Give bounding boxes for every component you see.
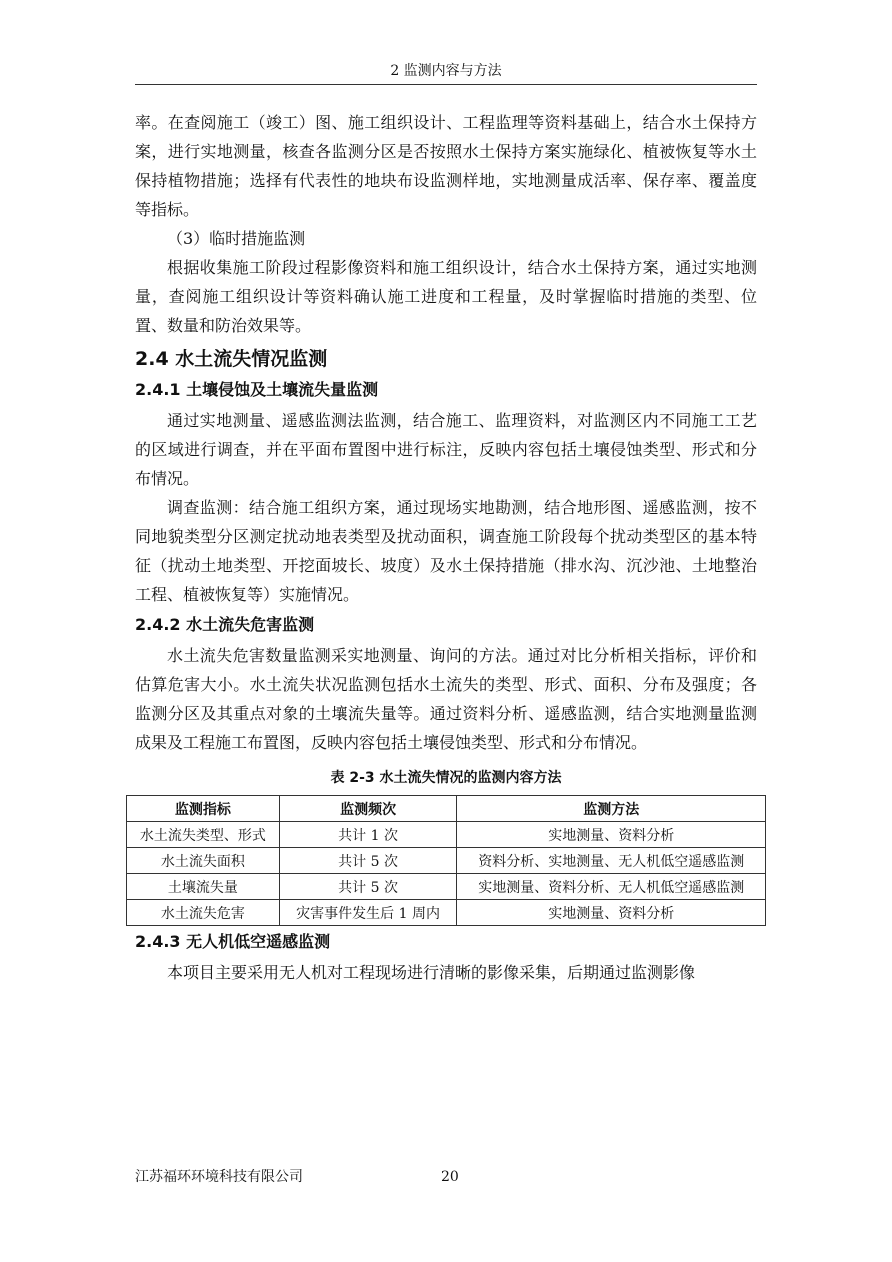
section-heading: 2.4 水土流失情况监测 — [135, 348, 328, 370]
table-cell: 灾害事件发生后 1 周内 — [279, 900, 457, 926]
paragraph: 本项目主要采用无人机对工程现场进行清晰的影像采集，后期通过监测影像 — [167, 963, 696, 982]
page-number: 20 — [441, 1169, 459, 1185]
table-row — [127, 874, 766, 900]
table-header-cell: 监测方法 — [457, 796, 766, 822]
paragraph: 调查监测：结合施工组织方案，通过现场实地勘测，结合地形图、遥感监测，按不同地貌类型分区测定扰动地表类型及扰动面积，调查施工阶段每个扰动类型区的基本特征（扰动土地类型、开挖面坡长、坡度）及水土保持措施（排水沟、沉沙池、土地整治工程、植被恢复等）实施情况。 — [135, 498, 757, 604]
table-cell: 共计 5 次 — [279, 848, 457, 874]
table-cell: 实地测量、资料分析 — [457, 822, 766, 848]
subsection-heading: 2.4.1 土壤侵蚀及土壤流失量监测 — [135, 380, 379, 399]
table-cell: 共计 1 次 — [279, 822, 457, 848]
table-header-cell: 监测指标 — [127, 796, 280, 822]
paragraph: 通过实地测量、遥感监测法监测，结合施工、监理资料，对监测区内不同施工工艺的区域进行调查，并在平面布置图中进行标注，反映内容包括土壤侵蚀类型、形式和分布情况。 — [135, 411, 757, 488]
subsection-heading: 2.4.3 无人机低空遥感监测 — [135, 932, 331, 951]
header-rule — [135, 84, 757, 85]
table-cell: 资料分析、实地测量、无人机低空遥感监测 — [457, 848, 766, 874]
table-cell: 实地测量、资料分析 — [457, 900, 766, 926]
paragraph: 率。在查阅施工（竣工）图、施工组织设计、工程监理等资料基础上，结合水土保持方案，进行实地测量，核查各监测分区是否按照水土保持方案实施绿化、植被恢复等水土保持植物措施；选择有代表性的地块布设监测样地，实地测量成活率、保存率、覆盖度等指标。 — [135, 113, 757, 219]
running-header: 2 监测内容与方法 — [390, 63, 502, 79]
subsection-heading: 2.4.2 水土流失危害监测 — [135, 615, 315, 634]
table-cell: 实地测量、资料分析、无人机低空遥感监测 — [457, 874, 766, 900]
table-row — [127, 848, 766, 874]
paragraph: 根据收集施工阶段过程影像资料和施工组织设计，结合水土保持方案，通过实地测量，查阅施工组织设计等资料确认施工进度和工程量，及时掌握临时措施的类型、位置、数量和防治效果等。 — [135, 258, 757, 335]
table-cell: 水土流失危害 — [127, 900, 280, 926]
table-cell: 水土流失面积 — [127, 848, 280, 874]
page-body — [135, 108, 757, 987]
monitoring-table — [126, 795, 766, 926]
list-item-heading: （3）临时措施监测 — [167, 229, 306, 248]
table-row — [127, 900, 766, 926]
table-cell: 水土流失类型、形式 — [127, 822, 280, 848]
table-cell: 土壤流失量 — [127, 874, 280, 900]
table-header-cell: 监测频次 — [279, 796, 457, 822]
table-caption: 表 2-3 水土流失情况的监测内容方法 — [330, 770, 562, 786]
table-row — [127, 822, 766, 848]
table-cell: 共计 5 次 — [279, 874, 457, 900]
footer-company: 江苏福环环境科技有限公司 — [135, 1169, 303, 1185]
paragraph: 水土流失危害数量监测采实地测量、询问的方法。通过对比分析相关指标，评价和估算危害大小。水土流失状况监测包括水土流失的类型、形式、面积、分布及强度；各监测分区及其重点对象的土壤流失量等。通过资料分析、遥感监测，结合实地测量监测成果及工程施工布置图，反映内容包括土壤侵蚀类型、形式和分布情况。 — [135, 646, 757, 752]
table-header-row — [127, 796, 766, 822]
